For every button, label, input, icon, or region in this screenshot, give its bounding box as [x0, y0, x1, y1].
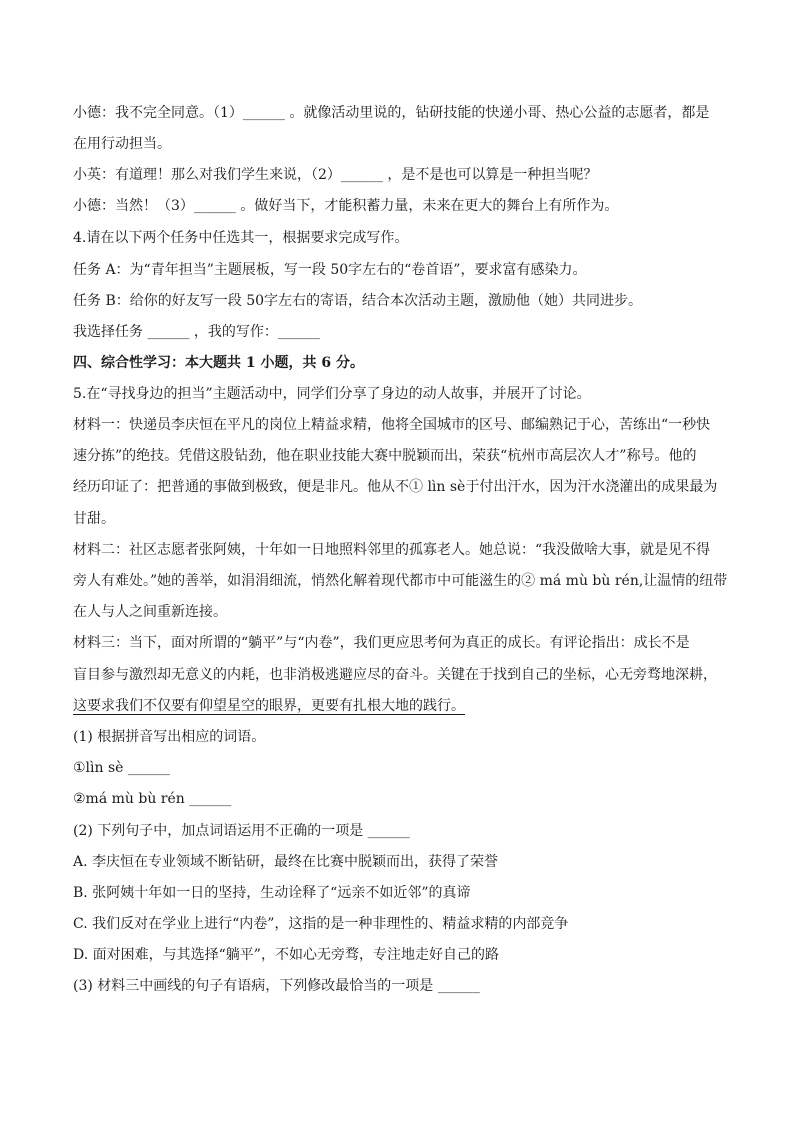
material-3-underlined-sentence: 这要求我们不仅要有仰望星空的眼界，更要有扎根大地的践行。	[73, 698, 465, 714]
option-a: A. 李庆恒在专业领域不断钻研，最终在比赛中脱颖而出，获得了荣誉	[73, 854, 499, 870]
material-1-line-2: 速分拣”的绝技。凭借这股钻劲，他在职业技能大赛中脱颖而出，荣获“杭州市高层次人才”称号。他的	[73, 448, 697, 464]
subquestion-1-prompt: (1) 根据拼音写出相应的词语。	[73, 729, 266, 745]
dialogue-line-xiaode-2: 小德：当然！（3）______ 。做好当下，才能积蓄力量，未来在更大的舞台上有所作为。	[73, 198, 619, 214]
dialogue-line-xiaode-1: 小德：我不完全同意。（1）______ 。就像活动里说的，钻研技能的快递小哥、热心公益的志愿者，都是	[73, 105, 710, 121]
option-c: C. 我们反对在学业上进行“内卷”，这指的是一种非理性的、精益求精的内部竞争	[73, 916, 569, 932]
material-2-line-3: 在人与人之间重新连接。	[73, 604, 227, 620]
task-choice-answer: 我选择任务 ______ ，我的写作：______	[73, 324, 320, 340]
material-1-line-4: 甘甜。	[73, 511, 115, 527]
subquestion-3-prompt: (3) 材料三中画线的句子有语病，下列修改最恰当的一项是 ______	[73, 978, 480, 994]
pinyin-item-2: ②má mù bù rén ______	[73, 791, 232, 807]
material-1-line-3: 经历印证了：把普通的事做到极致，便是非凡。他从不① lìn sè于付出汗水，因为汗水浇灌出的成果最为	[73, 479, 718, 495]
subquestion-2-prompt: (2) 下列句子中，加点词语运用不正确的一项是 ______	[73, 823, 410, 839]
option-b: B. 张阿姨十年如一日的坚持，生动诠释了“远亲不如近邻”的真谛	[73, 885, 471, 901]
task-b: 任务 B：给你的好友写一段 50字左右的寄语，结合本次活动主题，激励他（她）共同进步。	[73, 293, 643, 309]
material-1-line-1: 材料一：快递员李庆恒在平凡的岗位上精益求精，他将全国城市的区号、邮编熟记于心，苦练出“一秒快	[73, 417, 711, 433]
option-d: D. 面对困难，与其选择“躺平”，不如心无旁骛，专注地走好自己的路	[73, 947, 499, 963]
material-3-line-1: 材料三：当下，面对所谓的“躺平”与“内卷”，我们更应思考何为真正的成长。有评论指出：成长不是	[73, 635, 690, 651]
material-2-line-1: 材料二：社区志愿者张阿姨，十年如一日地照料邻里的孤寡老人。她总说：“我没做啥大事，就是见不得	[73, 542, 711, 558]
material-2-line-2: 旁人有难处。”她的善举，如涓涓细流，悄然化解着现代都市中可能滋生的② má mù bù rén,让温情的纽带	[73, 573, 728, 589]
material-3-line-2: 盲目参与激烈却无意义的内耗，也非消极逃避应尽的奋斗。关键在于找到自己的坐标，心无旁骛地深耕，	[73, 667, 717, 683]
task-a: 任务 A：为“青年担当”主题展板，写一段 50字左右的“卷首语”，要求富有感染力。	[73, 262, 587, 278]
question-5-prompt: 5.在“寻找身边的担当”主题活动中，同学们分享了身边的动人故事，并展开了讨论。	[73, 386, 591, 402]
dialogue-line-xiaode-1-cont: 在用行动担当。	[73, 136, 171, 152]
question-4-prompt: 4.请在以下两个任务中任选其一，根据要求完成写作。	[73, 230, 409, 246]
pinyin-item-1: ①lìn sè ______	[73, 760, 170, 776]
dialogue-line-xiaoying: 小英：有道理！那么对我们学生来说，（2）______ ，是不是也可以算是一种担当呢？	[73, 167, 598, 183]
section-heading-4: 四、综合性学习：本大题共 1 小题，共 6 分。	[73, 355, 364, 371]
